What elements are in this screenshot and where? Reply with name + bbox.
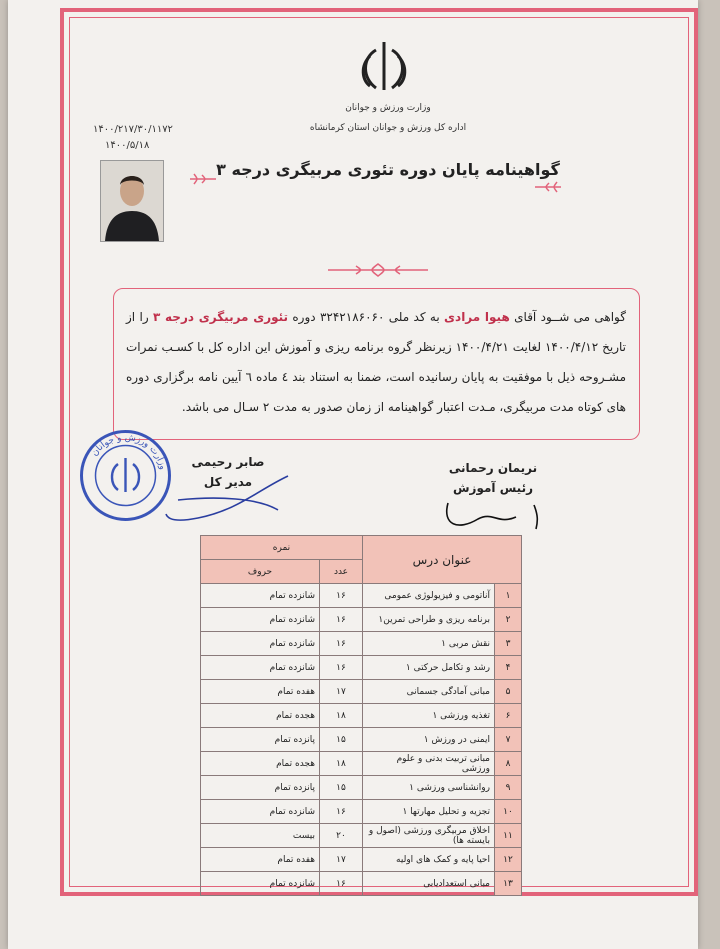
row-grade-words: بیست (201, 824, 320, 848)
table-row (201, 824, 522, 848)
row-grade-digits: ۱۵ (320, 728, 363, 752)
row-number: ۱۳ (495, 872, 522, 896)
ministry-line1: وزارت ورزش و جوانان (345, 103, 431, 113)
row-grade-words: شانزده تمام (201, 608, 320, 632)
person-photo-icon (101, 161, 163, 241)
table-row (201, 632, 522, 656)
row-subject: ایمنی در ورزش ۱ (363, 728, 495, 752)
holder-photo (100, 160, 164, 242)
grades-table (200, 535, 522, 896)
row-number: ۴ (495, 656, 522, 680)
row-subject: احیا پایه و کمک های اولیه (363, 848, 495, 872)
row-grade-digits: ۱۷ (320, 680, 363, 704)
row-grade-digits: ۱۶ (320, 800, 363, 824)
row-grade-words: پانزده تمام (201, 776, 320, 800)
row-number: ۶ (495, 704, 522, 728)
row-number: ۲ (495, 608, 522, 632)
table-row (201, 656, 522, 680)
reference-block (93, 122, 173, 154)
signer-left-title: مدیر کل (203, 475, 253, 489)
row-subject: مبانی تربیت بدنی و علوم ورزشی (363, 752, 495, 776)
row-number: ۱۰ (495, 800, 522, 824)
row-grade-digits: ۱۶ (320, 656, 363, 680)
row-grade-words: پانزده تمام (201, 728, 320, 752)
row-grade-words: شانزده تمام (201, 632, 320, 656)
table-row (201, 848, 522, 872)
row-number: ۷ (495, 728, 522, 752)
row-subject: روانشناسی ورزشی ۱ (363, 776, 495, 800)
row-grade-digits: ۱۶ (320, 584, 363, 608)
header-subject: عنوان درس (363, 536, 522, 584)
row-subject: مبانی استعدادیابی (363, 872, 495, 896)
signer-right-title: رئیس آموزش (453, 481, 533, 495)
row-number: ۱ (495, 584, 522, 608)
row-grade-words: شانزده تمام (201, 872, 320, 896)
ministry-line2: اداره کل ورزش و جوانان استان کرمانشاه (309, 123, 467, 133)
row-grade-words: هفده تمام (201, 848, 320, 872)
stamp-text: وزارت ورزش و جوانان (89, 432, 168, 471)
iran-emblem-icon (354, 36, 414, 96)
official-stamp (78, 428, 173, 523)
row-number: ۱۲ (495, 848, 522, 872)
row-number: ۹ (495, 776, 522, 800)
certificate-title: گواهینامه پایان دوره تئوری مربیگری درجه ۳ (216, 160, 560, 179)
header-grade: نمره (201, 536, 363, 560)
row-grade-digits: ۱۶ (320, 632, 363, 656)
holder-name: هیوا مرادی (444, 310, 510, 324)
row-grade-words: شانزده تمام (201, 800, 320, 824)
row-subject: تجزیه و تحلیل مهارتها ۱ (363, 800, 495, 824)
row-grade-words: هجده تمام (201, 704, 320, 728)
row-subject: اخلاق مربیگری ورزشی (اصول و بایسته ها) (363, 824, 495, 848)
row-grade-digits: ۱۵ (320, 776, 363, 800)
row-grade-words: هجده تمام (201, 752, 320, 776)
table-row (201, 608, 522, 632)
ref-number: ۱۴۰۰/۲۱۷/۳۰/۱۱۷۲ (93, 124, 173, 135)
row-number: ۵ (495, 680, 522, 704)
signature-scribble-left-icon (158, 470, 298, 530)
header-digits: عدد (320, 560, 363, 584)
row-subject: تغذیه ورزشی ۱ (363, 704, 495, 728)
row-grade-digits: ۱۸ (320, 704, 363, 728)
row-grade-digits: ۲۰ (320, 824, 363, 848)
table-row (201, 704, 522, 728)
row-grade-digits: ۱۶ (320, 872, 363, 896)
row-grade-digits: ۱۶ (320, 608, 363, 632)
table-row (201, 680, 522, 704)
table-row (201, 776, 522, 800)
statement-national-id: به کد ملی ۳۲۴۲۱۸۶۰۶۰ دوره (292, 310, 440, 324)
stamp-seal-icon (78, 428, 173, 523)
signer-left-name: صابر رحیمی (191, 455, 265, 469)
table-row (201, 872, 522, 896)
row-number: ۱۱ (495, 824, 522, 848)
table-row (201, 584, 522, 608)
certificate-sheet (8, 0, 698, 949)
signature-education-head (428, 458, 558, 498)
ref-date: ۱۴۰۰/۵/۱۸ (105, 140, 150, 151)
center-ornament-icon (326, 262, 430, 278)
row-grade-words: شانزده تمام (201, 584, 320, 608)
statement-text (126, 302, 626, 422)
row-grade-words: هفده تمام (201, 680, 320, 704)
row-subject: برنامه ریزی و طراحی تمرین۱ (363, 608, 495, 632)
row-number: ۳ (495, 632, 522, 656)
statement-prefix: گواهی می شــود آقای (514, 310, 626, 324)
row-grade-digits: ۱۷ (320, 848, 363, 872)
ministry-header (308, 98, 468, 138)
row-subject: رشد و تکامل حرکتی ۱ (363, 656, 495, 680)
table-row (201, 800, 522, 824)
table-row (201, 728, 522, 752)
ornament-right-icon (533, 180, 563, 194)
row-subject: آناتومی و فیزیولوژی عمومی (363, 584, 495, 608)
statement-rest: را از تاریخ ۱۴۰۰/۴/۱۲ لغایت ۱۴۰۰/۴/۲۱ زیرنظر گروه برنامه ریزی و آموزش این اداره کل با کسـب نمرات مشـروحه ذیل با موفقیت به پایان رسانیده است، ضمنا به استناد بند ٤ ماده ٦ آیین نامه برگزاری دوره های کوتاه مدت مربیگری، مـدت اعتبار گواهینامه از زمان صدور به مدت ۲ سـال می باشد. (126, 310, 626, 414)
course-name: تئوری مربیگری درجه ۳ (152, 310, 289, 324)
header-words: حروف (201, 560, 320, 584)
row-number: ۸ (495, 752, 522, 776)
row-subject: نقش مربی ۱ (363, 632, 495, 656)
row-grade-digits: ۱۸ (320, 752, 363, 776)
row-subject: مبانی آمادگی جسمانی (363, 680, 495, 704)
signer-right-name: نریمان رحمانی (448, 461, 538, 475)
table-row (201, 752, 522, 776)
signature-scribble-right-icon (438, 495, 558, 535)
row-grade-words: شانزده تمام (201, 656, 320, 680)
